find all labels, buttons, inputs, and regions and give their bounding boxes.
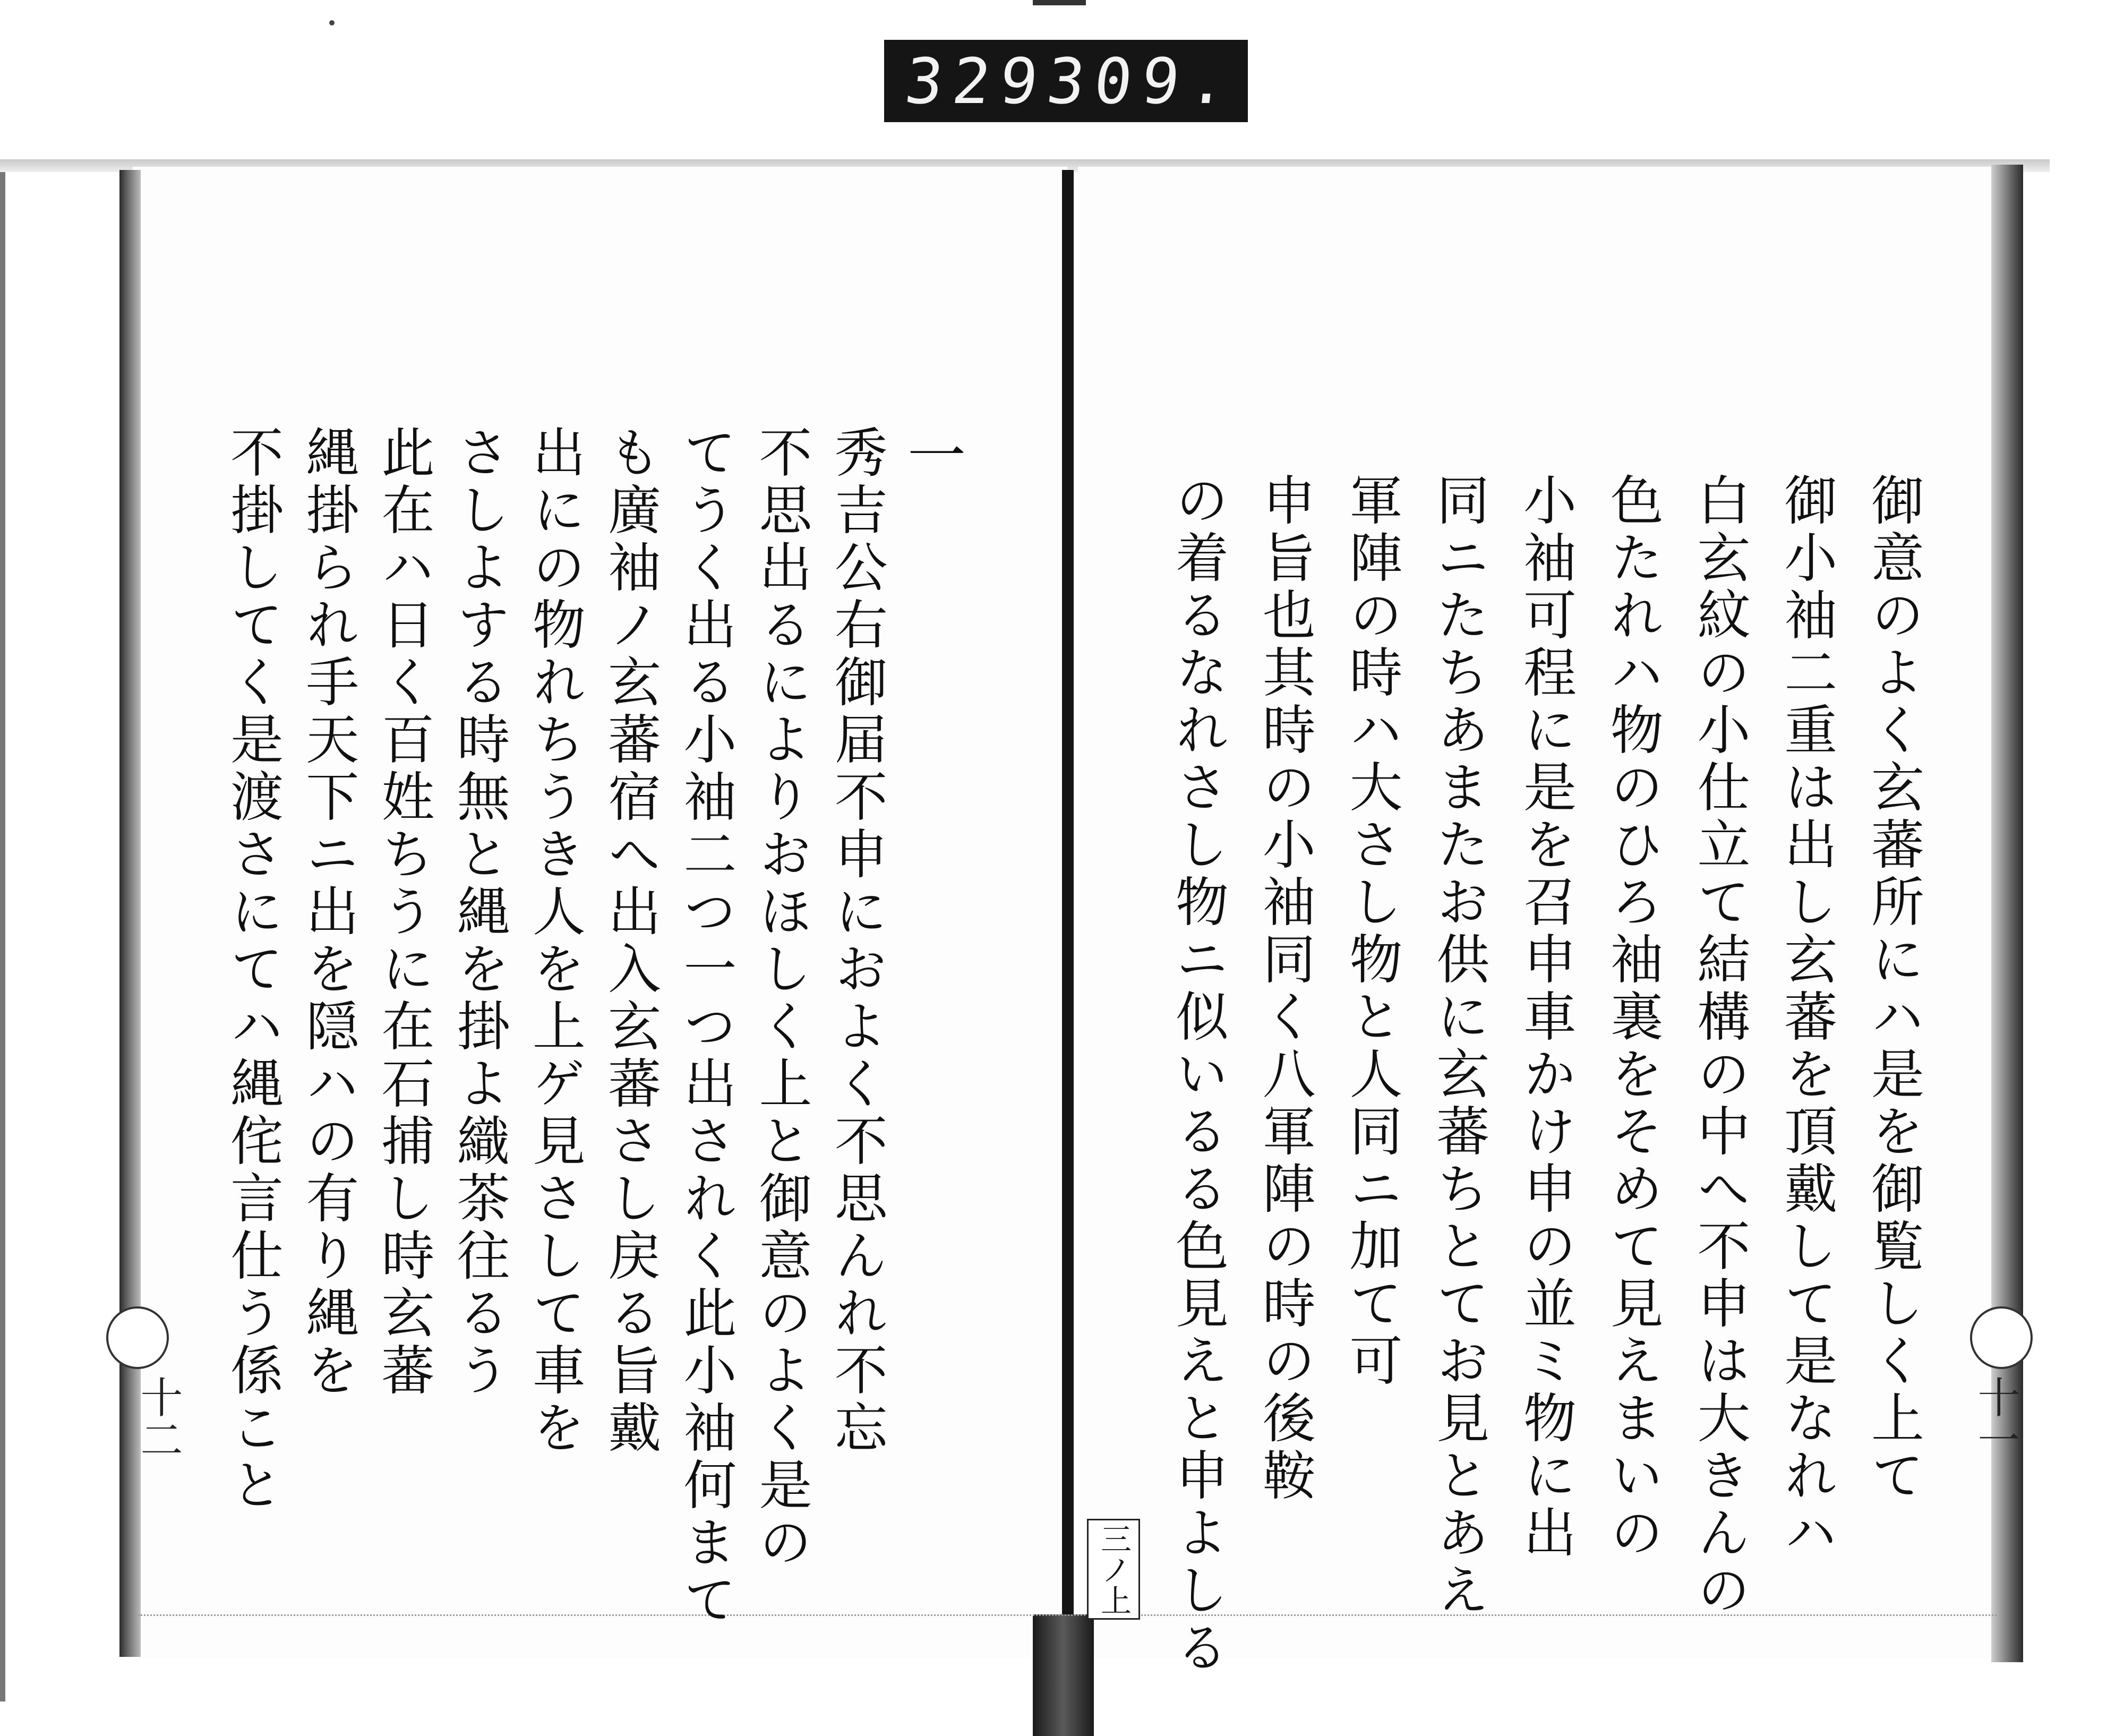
item-marker: 一 [897, 425, 966, 483]
text-column: 不掛してく是渡さにてハ縄侘言仕う係こと [221, 425, 284, 1515]
text-column: 秀吉公右御届不申におよく不思んれ不忘 [825, 425, 888, 1457]
text-column: 同ニたちあまたお供に玄蕃ちとてお見とあえ [1427, 473, 1490, 1620]
text-column: 縄掛られ手天下ニ出を隠ハの有り縄を [297, 425, 359, 1400]
text-column: 申旨也其時の小袖同く八軍陣の時の後鞍 [1253, 473, 1316, 1505]
scanner-header-area [0, 0, 2124, 159]
counter-left-number: 329 [901, 44, 1051, 118]
text-column: てうく出る小袖二つ一つ出されく此小袖何まて [674, 425, 737, 1629]
text-column: 軍陣の時ハ大さし物と人同ニ加て可 [1340, 473, 1403, 1390]
text-column: 御小袖二重は出し玄蕃を頂戴して是なれハ [1775, 473, 1838, 1562]
text-column: さしよする時無と縄を掛よ織茶往るう [448, 425, 510, 1400]
top-register-mark [1033, 0, 1086, 5]
book-spread [0, 159, 2124, 1736]
text-column: も廣袖ノ玄蕃宿へ出入玄蕃さし戻る旨戴 [599, 425, 662, 1457]
section-label: 三ノ上 [1087, 1519, 1140, 1620]
left-binding-shadow [0, 172, 5, 1701]
frame-counter [884, 40, 1248, 122]
text-column: 不思出るによりおほしく上と御意のよく是の [750, 425, 812, 1572]
text-column: 此在ハ日く百姓ちうに在石捕し時玄蕃 [372, 425, 435, 1400]
right-page-text [1163, 473, 1928, 1689]
text-column: の着るなれさし物ニ似いるる色見えと申よしる [1167, 473, 1229, 1677]
binding-hole-left [106, 1306, 169, 1369]
text-column: 色たれハ物のひろ袖裏をそめて見えまいの [1601, 473, 1664, 1562]
text-column: 小袖可程に是を召申車かけ申の並ミ物に出 [1514, 473, 1577, 1562]
folio-number-left: 十二 [133, 1375, 183, 1460]
binding-hole-right [1970, 1306, 2033, 1369]
center-gutter [1062, 170, 1074, 1625]
left-page-text [218, 425, 966, 1689]
binding-clip [1033, 1614, 1094, 1736]
text-column: 白玄紋の小仕立て結構の中へ不申は大きんの [1688, 473, 1751, 1620]
dust-speck [329, 20, 335, 25]
text-column: 出にの物れちうき人を上ゲ見さして車を [523, 425, 586, 1457]
text-column: 御意のよく玄蕃所にハ是を御覧しく上て [1862, 473, 1924, 1505]
counter-right-number: 309. [1043, 44, 1240, 118]
folio-number-right: 十一 [1971, 1375, 2020, 1460]
